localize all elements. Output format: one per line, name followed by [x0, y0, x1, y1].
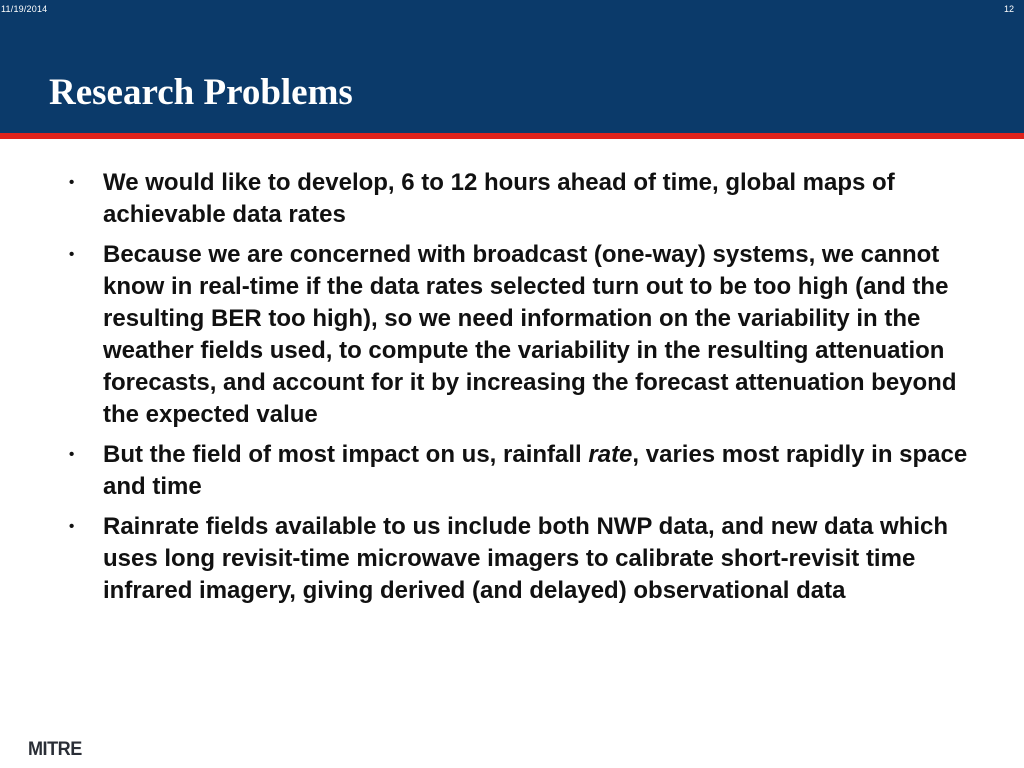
slide-date: 11/19/2014	[1, 4, 48, 14]
bullet-dot-icon: •	[69, 174, 75, 191]
bullet-item	[64, 511, 974, 607]
bullet-text: Rainrate fields available to us include both NWP data, and new data which uses long revisit-time microwave imagers to calibrate short-revisit time infrared imagery, giving derived (and delayed) observational data	[103, 513, 949, 604]
mitre-logo: MITRE	[28, 739, 82, 760]
header-divider	[0, 133, 1024, 139]
bullet-text-after: , varies most rapidly in space and time	[103, 441, 968, 500]
header-band	[0, 0, 1024, 133]
bullet-emphasis: rate	[588, 441, 633, 468]
bullet-list	[64, 167, 974, 615]
bullet-text: Because we are concerned with broadcast (one-way) systems, we cannot know in real-time if the data rates selected turn out to be too high (and the resulting BER too high), so we need information on the variability in the weather fields used, to compute the variability in the resulting attenuation forecasts, and account for it by increasing the forecast attenuation beyond the expected value	[103, 241, 957, 428]
bullet-dot-icon: •	[69, 446, 75, 463]
bullet-text	[103, 441, 967, 500]
bullet-dot-icon: •	[69, 518, 75, 535]
bullet-item	[64, 167, 974, 231]
bullet-dot-icon: •	[69, 246, 75, 263]
bullet-item	[64, 439, 974, 503]
bullet-text: We would like to develop, 6 to 12 hours ahead of time, global maps of achievable data rates	[103, 169, 895, 228]
bullet-text-before: But the field of most impact on us, rainfall	[103, 441, 589, 468]
slide-title: Research Problems	[49, 72, 353, 113]
bullet-item	[64, 239, 974, 431]
slide-page-number: 12	[1003, 4, 1014, 14]
